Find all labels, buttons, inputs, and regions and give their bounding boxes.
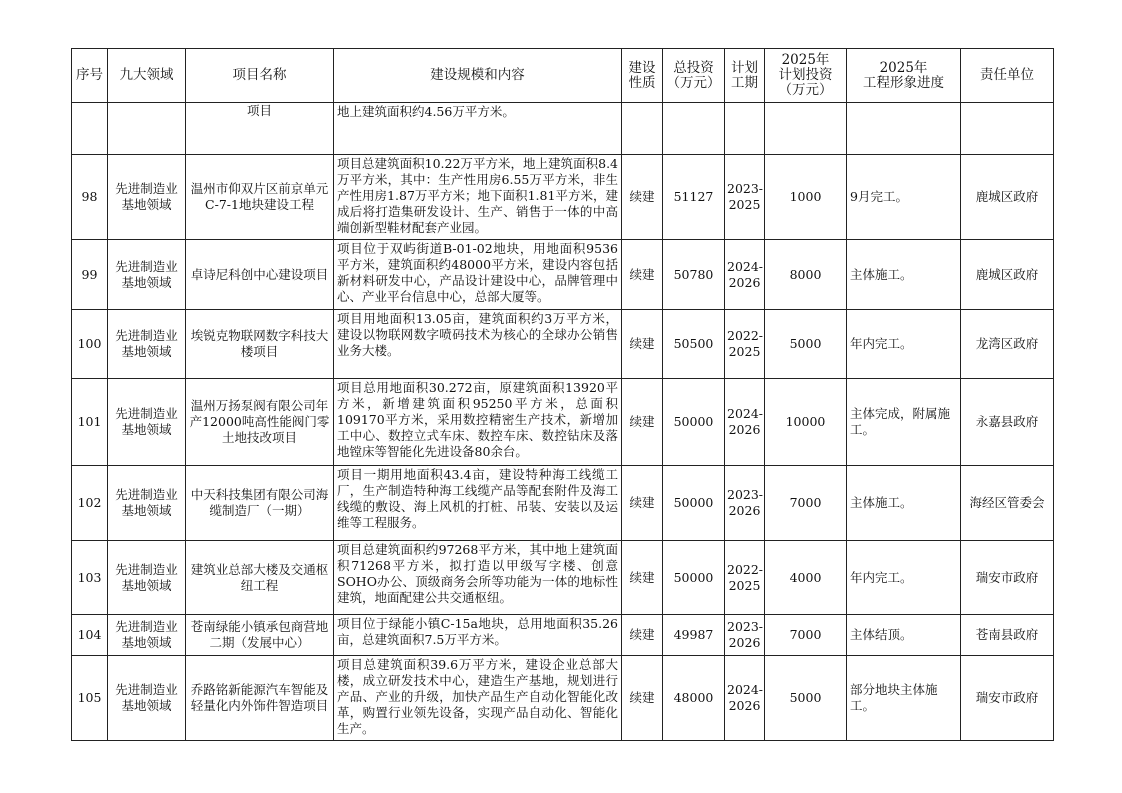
cell-nature: 续建 xyxy=(622,615,663,656)
cell-unit: 海经区管委会 xyxy=(961,466,1054,541)
cell-invest: 50000 xyxy=(663,379,725,466)
cell-plan2025: 1000 xyxy=(765,155,847,240)
header-row xyxy=(72,49,1054,103)
cell-progress: 9月完工。 xyxy=(847,155,961,240)
cell-unit: 瑞安市政府 xyxy=(961,541,1054,615)
cell-unit: 鹿城区政府 xyxy=(961,240,1054,310)
cell-progress: 主体完成，附属施工。 xyxy=(847,379,961,466)
cell-progress xyxy=(847,103,961,155)
cell-plan2025: 10000 xyxy=(765,379,847,466)
cell-scale: 项目总建筑面积约97268平方米，其中地上建筑面积71268平方米，拟打造以甲级写字楼、创意SOHO办公、顶级商务会所等功能为一体的地标性建筑，地面配建公共交通枢纽。 xyxy=(334,541,622,615)
cell-domain: 先进制造业基地领域 xyxy=(108,240,186,310)
cell-nature: 续建 xyxy=(622,466,663,541)
cell-nature xyxy=(622,103,663,155)
cell-name: 项目 xyxy=(186,103,334,155)
table-row xyxy=(72,379,1054,466)
cell-plan2025: 4000 xyxy=(765,541,847,615)
header-unit: 责任单位 xyxy=(961,49,1054,103)
cell-invest: 51127 xyxy=(663,155,725,240)
cell-name: 乔路铭新能源汽车智能及轻量化内外饰件智造项目 xyxy=(186,656,334,741)
cell-period: 2022-2025 xyxy=(725,310,765,379)
cell-unit: 龙湾区政府 xyxy=(961,310,1054,379)
table-body xyxy=(72,155,1054,741)
header-plan2025: 2025年 计划投资 （万元） xyxy=(765,49,847,103)
cell-domain: 先进制造业基地领域 xyxy=(108,310,186,379)
header-domain: 九大领域 xyxy=(108,49,186,103)
cell-period: 2024-2026 xyxy=(725,240,765,310)
cell-progress: 主体施工。 xyxy=(847,240,961,310)
cell-nature: 续建 xyxy=(622,240,663,310)
cell-plan2025: 7000 xyxy=(765,466,847,541)
header-invest: 总投资 （万元） xyxy=(663,49,725,103)
cell-invest: 49987 xyxy=(663,615,725,656)
table-row xyxy=(72,541,1054,615)
cell-invest: 48000 xyxy=(663,656,725,741)
cell-domain: 先进制造业基地领域 xyxy=(108,541,186,615)
cell-seq: 102 xyxy=(72,466,108,541)
project-table xyxy=(71,48,1054,741)
cell-period: 2023-2025 xyxy=(725,155,765,240)
cell-invest: 50000 xyxy=(663,466,725,541)
cell-unit: 苍南县政府 xyxy=(961,615,1054,656)
cell-period: 2023-2026 xyxy=(725,615,765,656)
table-row xyxy=(72,615,1054,656)
cell-scale: 项目一期用地面积43.4亩，建设特种海工线缆工厂，生产制造特种海工线缆产品等配套附件及海工线缆的敷设、海上风机的打桩、吊装、安装以及运维等工程服务。 xyxy=(334,466,622,541)
cell-name: 中天科技集团有限公司海缆制造厂（一期） xyxy=(186,466,334,541)
table-row xyxy=(72,155,1054,240)
cell-domain: 先进制造业基地领域 xyxy=(108,155,186,240)
cell-invest: 50500 xyxy=(663,310,725,379)
header-nature: 建设 性质 xyxy=(622,49,663,103)
header-progress2025: 2025年 工程形象进度 xyxy=(847,49,961,103)
cell-name: 埃锐克物联网数字科技大楼项目 xyxy=(186,310,334,379)
cell-plan2025: 8000 xyxy=(765,240,847,310)
header-seq: 序号 xyxy=(72,49,108,103)
cell-invest xyxy=(663,103,725,155)
cell-domain xyxy=(108,103,186,155)
cell-period: 2024-2026 xyxy=(725,656,765,741)
cell-plan2025: 5000 xyxy=(765,656,847,741)
cell-progress: 主体结顶。 xyxy=(847,615,961,656)
cell-invest: 50780 xyxy=(663,240,725,310)
table-row xyxy=(72,656,1054,741)
continuation-row xyxy=(72,103,1054,155)
cell-nature: 续建 xyxy=(622,656,663,741)
cell-unit: 瑞安市政府 xyxy=(961,656,1054,741)
cell-name: 卓诗尼科创中心建设项目 xyxy=(186,240,334,310)
cell-scale: 项目总用地面积30.272亩，原建筑面积13920平方米，新增建筑面积95250平方米，总面积109170平方米，采用数控精密生产技术，新增加工中心、数控立式车床、数控车床、数控钻床及落地镗床等智能化先进设备80余台。 xyxy=(334,379,622,466)
cell-nature: 续建 xyxy=(622,379,663,466)
cell-scale: 项目总建筑面积39.6万平方米，建设企业总部大楼，成立研发技术中心，建造生产基地，规划进行产品、产业的升级，加快产品生产自动化智能化改革，购置行业领先设备，实现产品自动化、智能化生产。 xyxy=(334,656,622,741)
cell-seq xyxy=(72,103,108,155)
cell-seq: 98 xyxy=(72,155,108,240)
table-row xyxy=(72,310,1054,379)
cell-domain: 先进制造业基地领域 xyxy=(108,615,186,656)
cell-scale: 项目总建筑面积10.22万平方米，地上建筑面积8.4万平方米，其中：生产性用房6.55万平方米，非生产性用房1.87万平方米；地下面积1.81平方米，建成后将打造集研发设计、生产、销售于一体的中高端创新型鞋材配套产业园。 xyxy=(334,155,622,240)
cell-nature: 续建 xyxy=(622,310,663,379)
cell-period: 2024-2026 xyxy=(725,379,765,466)
cell-seq: 104 xyxy=(72,615,108,656)
header-period: 计划 工期 xyxy=(725,49,765,103)
cell-name: 温州万扬泵阀有限公司年产12000吨高性能阀门零土地技改项目 xyxy=(186,379,334,466)
cell-scale: 项目位于绿能小镇C-15a地块，总用地面积35.26亩，总建筑面积7.5万平方米。 xyxy=(334,615,622,656)
cell-seq: 103 xyxy=(72,541,108,615)
cell-progress: 主体施工。 xyxy=(847,466,961,541)
cell-seq: 100 xyxy=(72,310,108,379)
cell-progress: 年内完工。 xyxy=(847,310,961,379)
header-name: 项目名称 xyxy=(186,49,334,103)
cell-period: 2022-2025 xyxy=(725,541,765,615)
cell-period xyxy=(725,103,765,155)
cell-unit: 永嘉县政府 xyxy=(961,379,1054,466)
cell-invest: 50000 xyxy=(663,541,725,615)
cell-scale: 项目用地面积13.05亩，建筑面积约3万平方米，建设以物联网数字喷码技术为核心的全球办公销售业务大楼。 xyxy=(334,310,622,379)
cell-plan2025: 7000 xyxy=(765,615,847,656)
cell-plan2025: 5000 xyxy=(765,310,847,379)
header-scale: 建设规模和内容 xyxy=(334,49,622,103)
cell-period: 2023-2026 xyxy=(725,466,765,541)
cell-unit: 鹿城区政府 xyxy=(961,155,1054,240)
cell-unit xyxy=(961,103,1054,155)
cell-seq: 105 xyxy=(72,656,108,741)
cell-name: 建筑业总部大楼及交通枢纽工程 xyxy=(186,541,334,615)
cell-plan2025 xyxy=(765,103,847,155)
cell-name: 温州市仰双片区前京单元C-7-1地块建设工程 xyxy=(186,155,334,240)
cell-nature: 续建 xyxy=(622,541,663,615)
cell-progress: 年内完工。 xyxy=(847,541,961,615)
cell-domain: 先进制造业基地领域 xyxy=(108,379,186,466)
table-row xyxy=(72,466,1054,541)
cell-progress: 部分地块主体施工。 xyxy=(847,656,961,741)
cell-scale: 地上建筑面积约4.56万平方米。 xyxy=(334,103,622,155)
cell-seq: 99 xyxy=(72,240,108,310)
cell-domain: 先进制造业基地领域 xyxy=(108,466,186,541)
cell-seq: 101 xyxy=(72,379,108,466)
table-row xyxy=(72,240,1054,310)
cell-name: 苍南绿能小镇承包商营地二期（发展中心） xyxy=(186,615,334,656)
cell-nature: 续建 xyxy=(622,155,663,240)
cell-scale: 项目位于双屿街道B-01-02地块，用地面积9536平方米，建筑面积约48000平方米，建设内容包括新材料研发中心，产品设计建设中心，品牌管理中心、产业平台信息中心，总部大厦等。 xyxy=(334,240,622,310)
cell-domain: 先进制造业基地领域 xyxy=(108,656,186,741)
